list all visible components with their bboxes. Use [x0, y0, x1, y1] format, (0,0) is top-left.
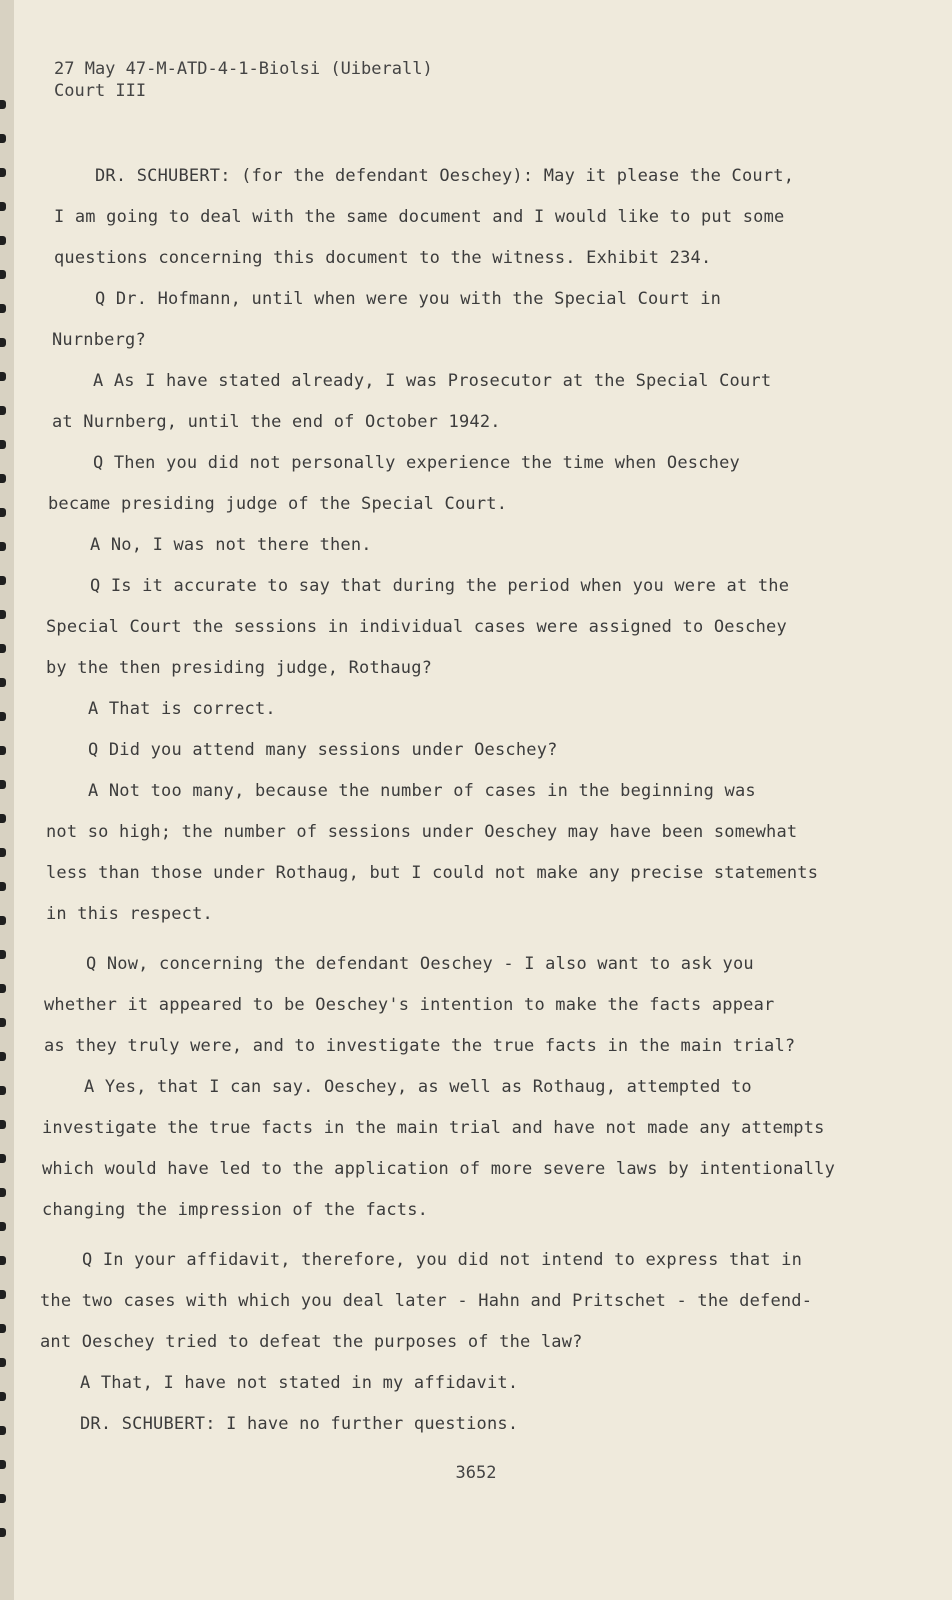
- transcript-line: ant Oeschey tried to defeat the purposes of the law?: [40, 1332, 583, 1352]
- transcript-line: Nurnberg?: [52, 330, 146, 350]
- transcript-line: A As I have stated already, I was Prosecutor at the Special Court: [93, 371, 772, 391]
- transcript-line: at Nurnberg, until the end of October 1942.: [52, 412, 501, 432]
- transcript-line: became presiding judge of the Special Court.: [48, 494, 508, 514]
- header-court-line: Court III: [54, 81, 147, 101]
- transcript-line: A Not too many, because the number of cases in the beginning was: [88, 781, 756, 801]
- transcript-line: not so high; the number of sessions under Oeschey may have been somewhat: [46, 822, 798, 842]
- header-reference-line: 27 May 47-M-ATD-4-1-Biolsi (Uiberall): [54, 59, 433, 79]
- transcript-line: Q Is it accurate to say that during the period when you were at the: [90, 576, 790, 596]
- page-number: 3652: [455, 1463, 497, 1483]
- transcript-line: the two cases with which you deal later - Hahn and Pritschet - the defend-: [40, 1291, 813, 1311]
- transcript-line: I am going to deal with the same document and I would like to put some: [54, 207, 785, 227]
- transcript-line: Q Did you attend many sessions under Oeschey?: [88, 740, 558, 760]
- transcript-line: Q In your affidavit, therefore, you did not intend to express that in: [82, 1250, 803, 1270]
- transcript-line: Q Then you did not personally experience the time when Oeschey: [93, 453, 740, 473]
- transcript-line: in this respect.: [46, 904, 213, 924]
- transcript-line: A That, I have not stated in my affidavit.: [80, 1373, 519, 1393]
- transcript-line: which would have led to the application of more severe laws by intentionally: [42, 1159, 836, 1179]
- transcript-line: investigate the true facts in the main trial and have not made any attempts: [42, 1118, 825, 1138]
- transcript-line: A That is correct.: [88, 699, 276, 719]
- transcript-line: DR. SCHUBERT: (for the defendant Oeschey): May it please the Court,: [95, 166, 795, 186]
- transcript-line: as they truly were, and to investigate the true facts in the main trial?: [44, 1036, 796, 1056]
- transcript-line: A Yes, that I can say. Oeschey, as well as Rothaug, attempted to: [84, 1077, 752, 1097]
- transcript-line: questions concerning this document to the witness. Exhibit 234.: [54, 248, 712, 268]
- transcript-line: less than those under Rothaug, but I could not make any precise statements: [46, 863, 819, 883]
- transcript-line: by the then presiding judge, Rothaug?: [46, 658, 433, 678]
- transcript-line: A No, I was not there then.: [90, 535, 372, 555]
- transcript-line: Q Dr. Hofmann, until when were you with the Special Court in: [95, 289, 722, 309]
- transcript-line: DR. SCHUBERT: I have no further questions.: [80, 1414, 519, 1434]
- transcript-line: Special Court the sessions in individual cases were assigned to Oeschey: [46, 617, 787, 637]
- document-header: [54, 58, 433, 102]
- transcript-line: whether it appeared to be Oeschey's intention to make the facts appear: [44, 995, 775, 1015]
- transcript-line: changing the impression of the facts.: [42, 1200, 429, 1220]
- transcript-line: Q Now, concerning the defendant Oeschey - I also want to ask you: [86, 954, 754, 974]
